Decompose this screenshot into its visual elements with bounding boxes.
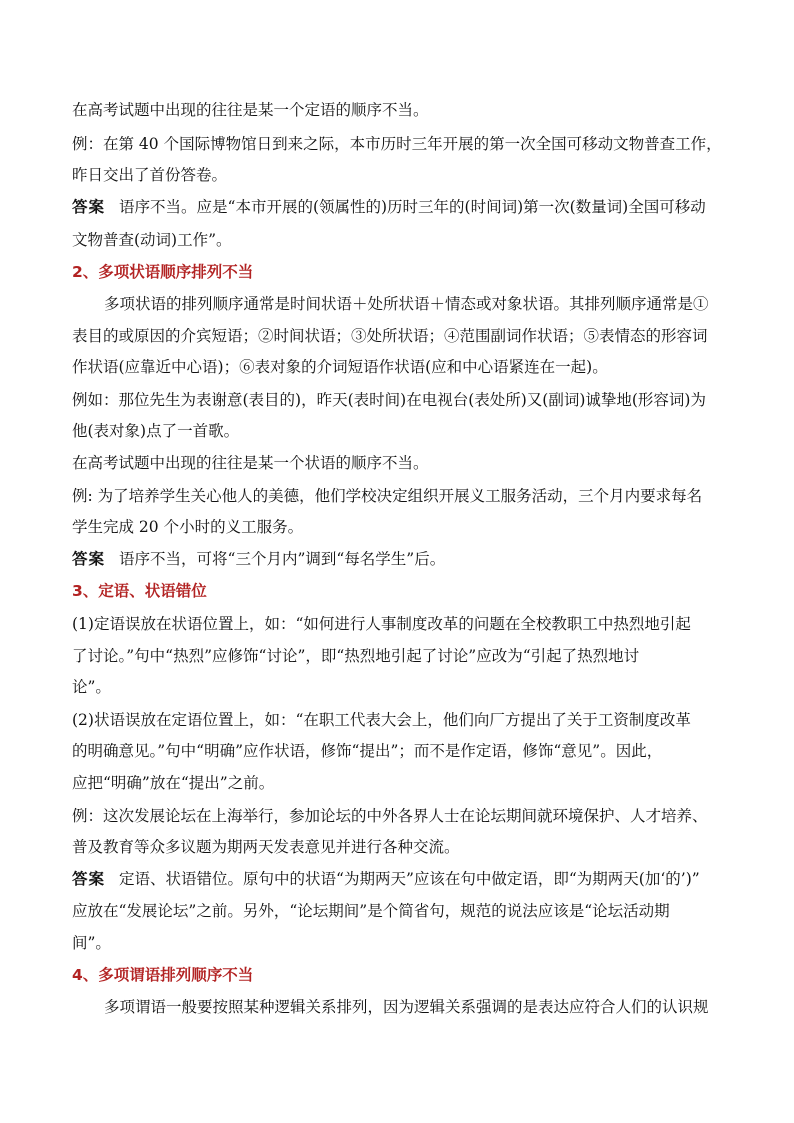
body-text-line: 在高考试题中出现的往往是某一个状语的顺序不当。 — [72, 454, 429, 472]
answer-label: 答案 — [72, 197, 106, 216]
example-line: 他(表对象)点了一首歌。 — [72, 422, 240, 440]
example-line: 例：在第 40 个国际博物馆日到来之际，本市历时三年开展的第一次全国可移动文物普查工作， — [72, 135, 722, 153]
section-heading-3: 3、定语、状语错位 — [72, 582, 207, 600]
answer-text: 语序不当，可将“三个月内”调到“每名学生”后。 — [119, 550, 446, 568]
paragraph-line: 了讨论。”句中“热烈”应修饰“讨论”，即“热烈地引起了讨论”应改为“引起了热烈地讨 — [72, 647, 640, 665]
answer-label: 答案 — [72, 869, 106, 888]
answer-line: 间”。 — [72, 934, 111, 952]
answer-line — [72, 196, 706, 218]
example-line: 学生完成 20 个小时的义工服务。 — [72, 518, 304, 536]
example-line: 例如：那位先生为表谢意(表目的)，昨天(表时间)在电视台(表处所)又(副词)诚挚地(形容词)为 — [72, 391, 706, 409]
example-line: 普及教育等众多议题为期两天发表意见并进行各种交流。 — [72, 838, 460, 856]
example-line: 例：这次发展论坛在上海举行，参加论坛的中外各界人士在论坛期间就环境保护、人才培养、 — [72, 807, 708, 825]
answer-line: 应放在“发展论坛”之前。另外，“论坛期间”是个简省句，规范的说法应该是“论坛活动期 — [72, 902, 670, 920]
paragraph-line: 多项状语的排列顺序通常是时间状语＋处所状语＋情态或对象状语。其排列顺序通常是① — [104, 295, 709, 313]
example-line: 昨日交出了首份答卷。 — [72, 166, 228, 184]
answer-text: 定语、状语错位。原句中的状语“为期两天”应该在句中做定语，即“为期两天(加‘的’)” — [119, 870, 700, 888]
example-line: 例: 为了培养学生关心他人的美德，他们学校决定组织开展义工服务活动，三个月内要求每名 — [72, 487, 703, 505]
section-heading-2: 2、多项状语顺序排列不当 — [72, 263, 254, 281]
answer-text: 语序不当。应是“本市开展的(领属性的)历时三年的(时间词)第一次(数量词)全国可移动 — [119, 198, 706, 216]
answer-label: 答案 — [72, 549, 106, 568]
paragraph-line: (1)定语误放在状语位置上，如：“如何进行人事制度改革的问题在全校教职工中热烈地引起 — [72, 615, 691, 633]
paragraph-line: 作状语(应靠近中心语)；⑥表对象的介词短语作状语(应和中心语紧连在一起)。 — [72, 358, 608, 376]
paragraph-line: (2)状语误放在定语位置上，如：“在职工代表大会上，他们向厂方提出了关于工资制度改革 — [72, 711, 691, 729]
paragraph-line: 应把“明确”放在“提出”之前。 — [72, 774, 275, 792]
section-heading-4: 4、多项谓语排列顺序不当 — [72, 966, 254, 984]
paragraph-line: 表目的或原因的介宾短语；②时间状语；③处所状语；④范围副词作状语；⑤表情态的形容词 — [72, 327, 708, 345]
answer-line — [72, 868, 700, 890]
paragraph-line: 多项谓语一般要按照某种逻辑关系排列，因为逻辑关系强调的是表达应符合人们的认识规 — [104, 998, 709, 1016]
paragraph-line: 论”。 — [72, 678, 111, 696]
answer-line: 文物普查(动词)工作”。 — [72, 231, 232, 249]
answer-line — [72, 548, 445, 570]
body-text-line: 在高考试题中出现的往往是某一个定语的顺序不当。 — [72, 101, 429, 119]
paragraph-line: 的明确意见。”句中“明确”应作状语，修饰“提出”；而不是作定语，修饰“意见”。因此， — [72, 742, 663, 760]
